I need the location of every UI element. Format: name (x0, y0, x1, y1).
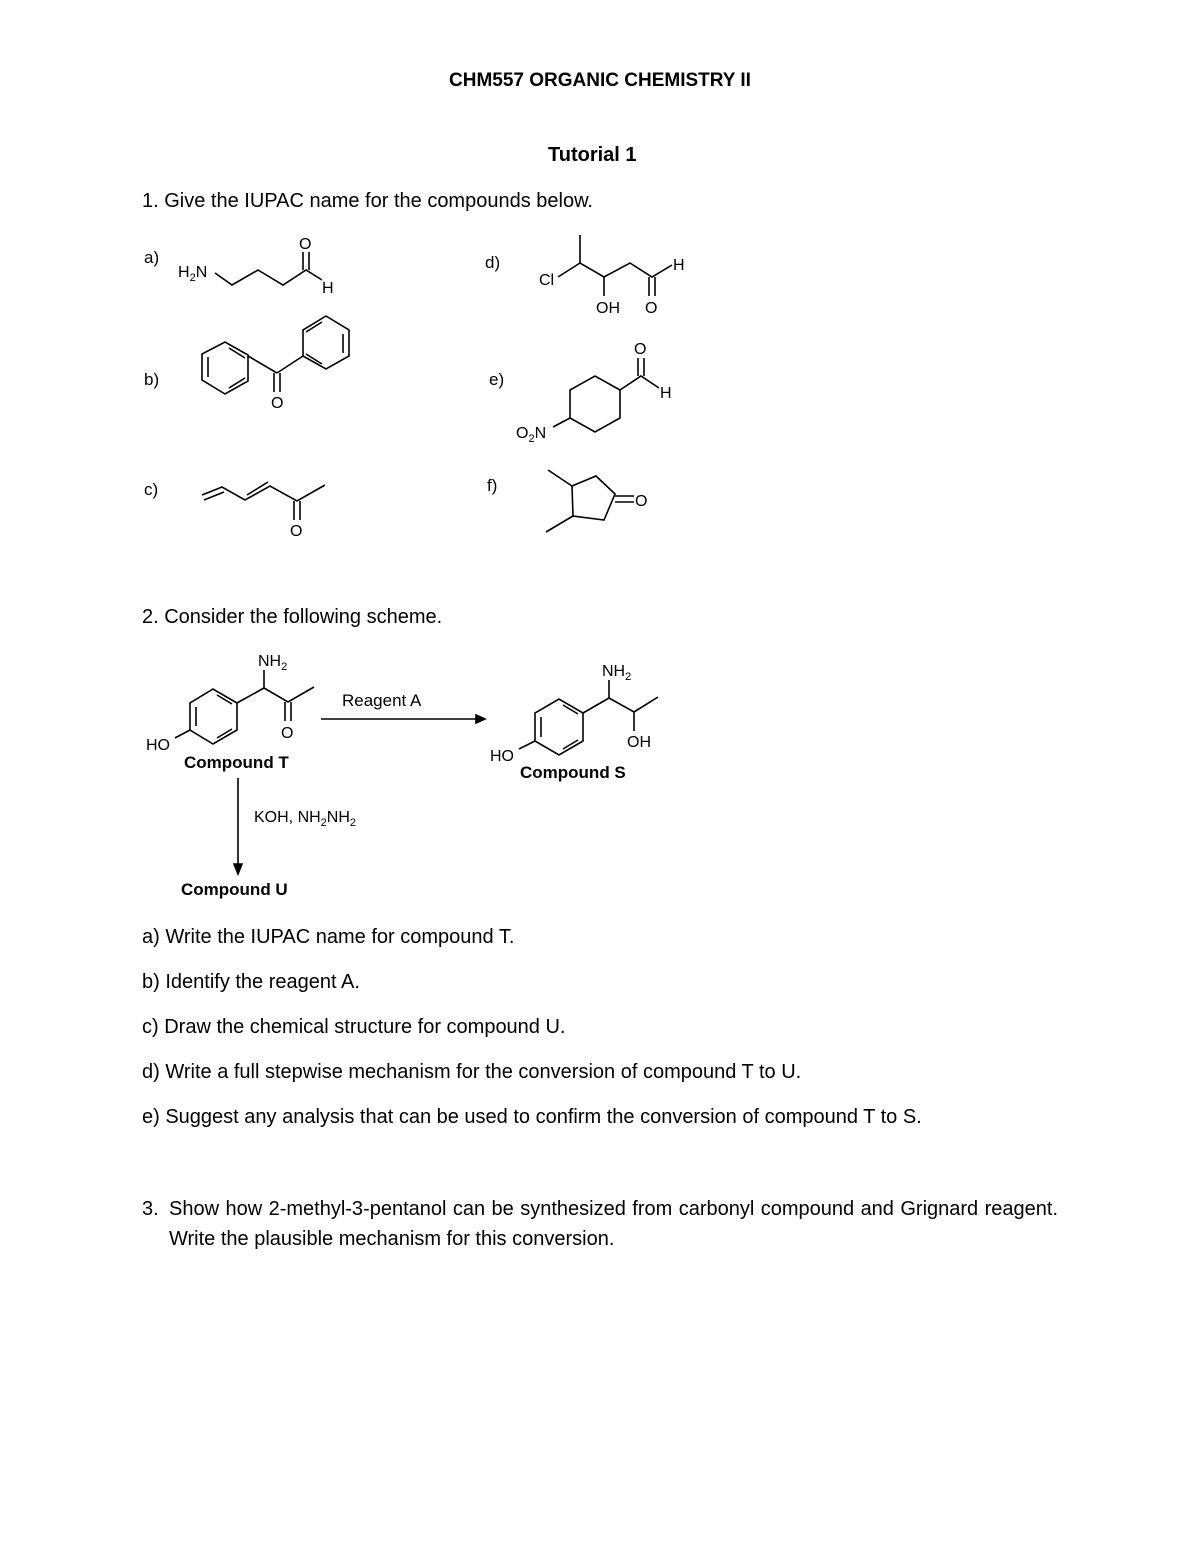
structure-d-oh: OH (596, 300, 620, 317)
q2-question-d: d) Write a full stepwise mechanism for the conversion of compound T to U. (142, 1061, 802, 1083)
q1-label-e: e) (489, 370, 505, 389)
q1-label-c: c) (144, 480, 159, 499)
structure-d (539, 235, 685, 317)
q2-prompt: 2. Consider the following scheme. (142, 606, 443, 628)
compound-s-oh: OH (627, 734, 651, 751)
compound-t-o: O (281, 725, 294, 742)
structure-e-o: O (634, 341, 647, 358)
structure-d-o: O (645, 300, 658, 317)
compound-u-label: Compound U (181, 880, 288, 899)
q3-text: Show how 2-methyl-3-pentanol can be synthesized from carbonyl compound and Grignard reagent. Write the plausible mechanism for this conversion. (169, 1198, 1058, 1250)
course-title: CHM557 ORGANIC CHEMISTRY II (449, 70, 751, 91)
structure-b-o: O (271, 395, 284, 412)
q2-question-a: a) Write the IUPAC name for compound T. (142, 926, 515, 948)
q3-block (142, 1194, 1058, 1254)
compound-t-nh2: $NH_2$ (258, 653, 288, 673)
koh-reagent-label: KOH, $NH_2NH_2$ (254, 809, 357, 829)
structure-d-cl: Cl (539, 272, 555, 289)
q2-question-e: e) Suggest any analysis that can be used to confirm the conversion of compound T to S. (142, 1106, 922, 1128)
structure-a-o: O (299, 236, 312, 253)
q2-question-c: c) Draw the chemical structure for compound U. (142, 1016, 566, 1038)
q1-label-b: b) (144, 370, 160, 389)
compound-s-nh2: $NH_2$ (602, 663, 632, 683)
q2-question-b: b) Identify the reagent A. (142, 971, 360, 993)
compound-s-ho: HO (490, 748, 514, 765)
structure-e (516, 341, 672, 445)
structure-a-h: H (322, 280, 334, 297)
q1-prompt: 1. Give the IUPAC name for the compounds below. (142, 190, 593, 212)
structure-b (202, 316, 349, 412)
compound-t-label: Compound T (184, 753, 289, 772)
compound-s-structure (490, 663, 658, 765)
structure-a (178, 236, 334, 297)
q1-label-f: f) (487, 476, 498, 495)
structure-d-h: H (673, 257, 685, 274)
reagent-a-label: Reagent A (342, 691, 422, 710)
structure-c-o: O (290, 523, 303, 540)
compound-t-ho: HO (146, 737, 170, 754)
structure-a-h2n: $H_2N$ (178, 264, 208, 284)
q1-label-a: a) (144, 248, 160, 267)
compound-s-label: Compound S (520, 763, 626, 782)
structure-f-o: O (635, 493, 648, 510)
structure-c (202, 482, 325, 540)
structure-e-h: H (660, 385, 672, 402)
structure-f (546, 470, 647, 532)
compound-t-structure (146, 653, 314, 754)
q3-number: 3. (142, 1198, 159, 1220)
q1-label-d: d) (485, 253, 501, 272)
tutorial-title: Tutorial 1 (548, 144, 637, 166)
structure-e-o2n: $O_2N$ (516, 425, 547, 445)
